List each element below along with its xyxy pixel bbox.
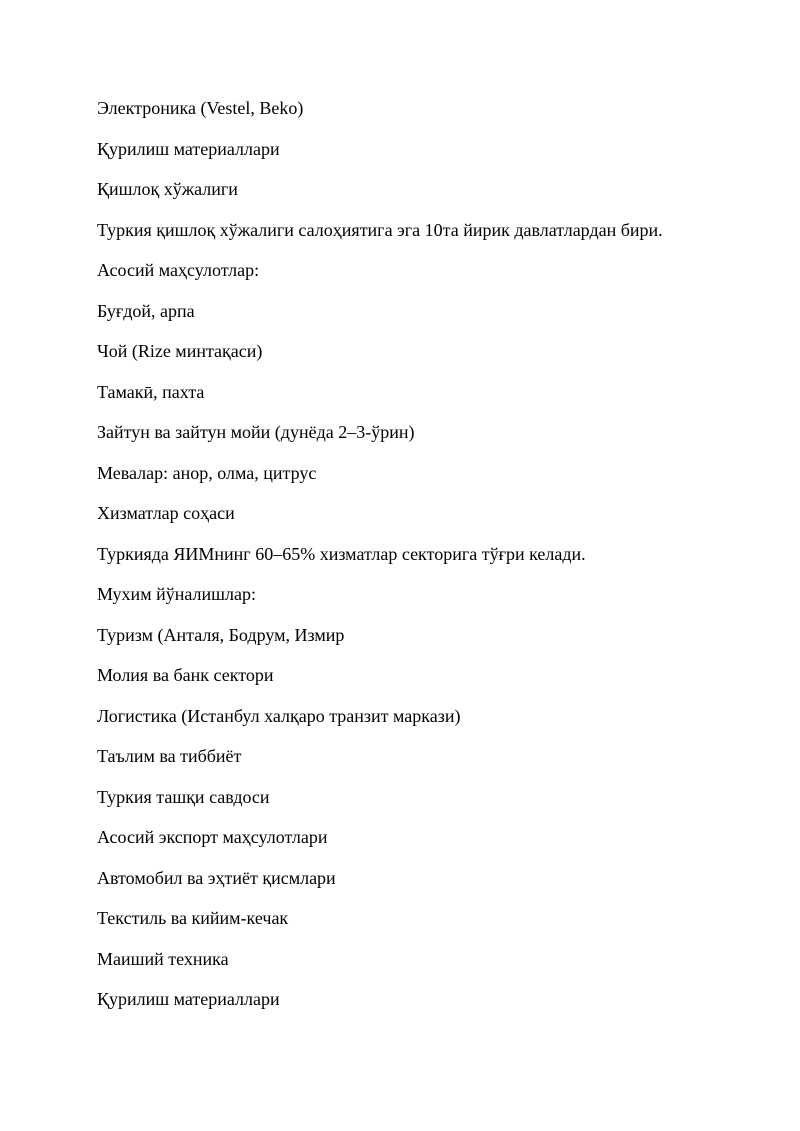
text-line: Хизматлар соҳаси	[97, 503, 235, 523]
text-line: Туркия ташқи савдоси	[97, 786, 270, 807]
text-line: Асосий маҳсулотлар:	[97, 260, 260, 280]
text-line: Тамакӣ, пахта	[97, 381, 205, 402]
document-text-lines	[97, 95, 663, 1027]
text-line: Таълим ва тиббиёт	[97, 746, 242, 766]
text-line: Зайтун ва зайтун мойи (дунёда 2–3-ўрин)	[97, 422, 415, 442]
text-line: Чой (Rize минтақаси)	[97, 341, 263, 361]
text-line: Молия ва банк сектори	[97, 665, 274, 685]
text-line: Буғдой, арпа	[97, 300, 195, 321]
text-line: Қишлоқ хўжалиги	[97, 179, 238, 199]
text-line: Текстиль ва кийим-кечак	[97, 908, 289, 928]
text-line: Логистика (Истанбул халқаро транзит маркази)	[97, 705, 461, 726]
text-line: Электроника (Vestel, Beko)	[97, 98, 304, 118]
text-line: Автомобил ва эҳтиёт қисмлари	[97, 867, 336, 888]
text-line: Туркия қишлоқ хўжалиги салоҳиятига эга 10та йирик давлатлардан бири.	[97, 219, 663, 240]
text-line: Асосий экспорт маҳсулотлари	[97, 827, 328, 847]
text-line: Мухим йўналишлар:	[97, 584, 256, 604]
text-line: Туркияда ЯИМнинг 60–65% хизматлар секторига тўғри келади.	[97, 543, 586, 564]
text-line: Туризм (Анталя, Бодрум, Измир	[97, 624, 345, 645]
text-line: Маиший техника	[97, 948, 229, 969]
text-line: Қурилиш материаллари	[97, 138, 280, 159]
text-line: Мевалар: анор, олма, цитрус	[97, 462, 317, 483]
text-line: Қурилиш материаллари	[97, 989, 280, 1009]
